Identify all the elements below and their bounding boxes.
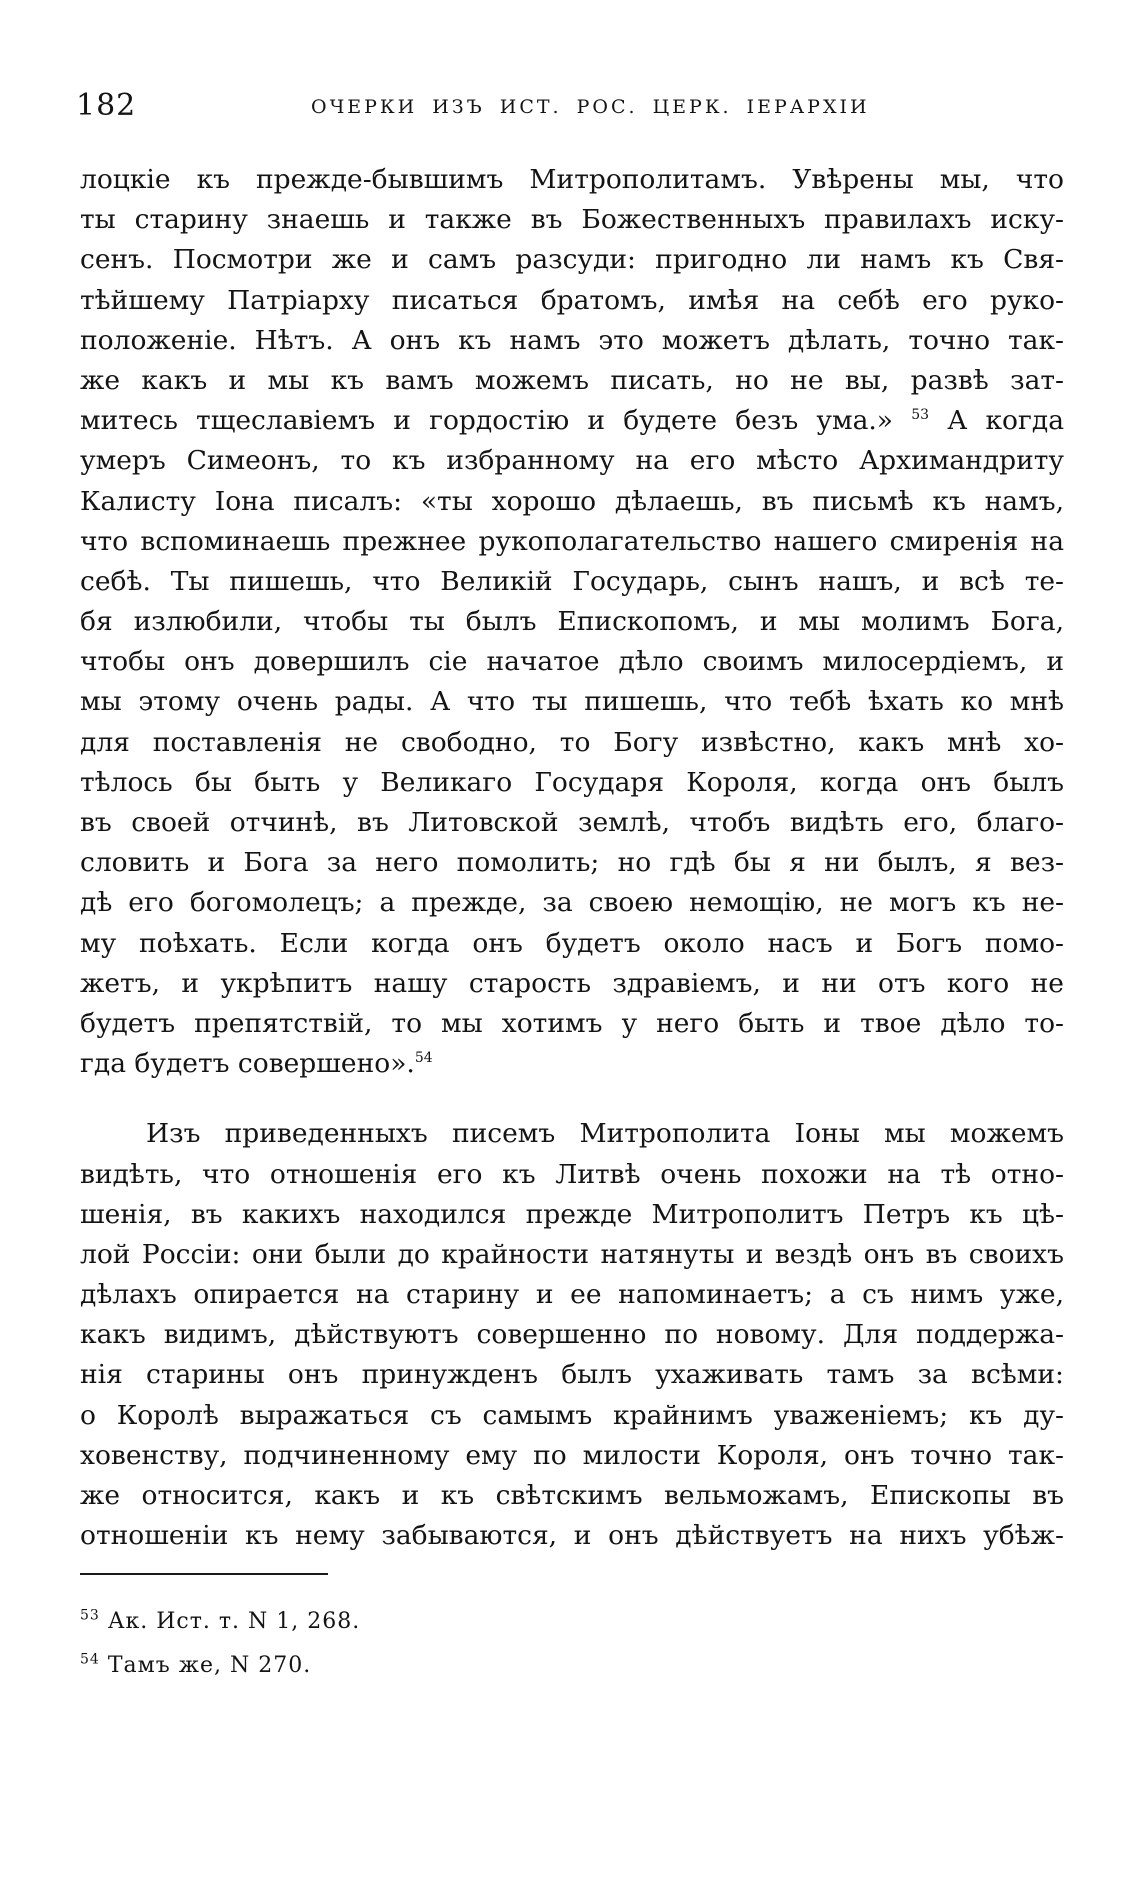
footnote-text: Ак. Ист. т. N 1, 268. — [107, 1609, 361, 1634]
text-line: мы этому очень рады. А что ты пишешь, что тебѣ ѣхать ко мнѣ — [80, 686, 1064, 718]
text-line: положенiе. Нѣтъ. А онъ къ намъ это можетъ дѣлать, точно так- — [80, 324, 1064, 356]
text-line: для поставленiя не свободно, то Богу извѣстно, какъ мнѣ хо- — [80, 726, 1064, 758]
paragraph-1 — [80, 160, 1064, 1084]
text-line — [80, 401, 1064, 441]
text-line: же относится, какъ и къ свѣтскимъ вельможамъ, Епископы въ — [80, 1480, 1064, 1511]
text-line: Калисту Iона писалъ: «ты хорошо дѣлаешь, въ письмѣ къ намъ, — [80, 485, 1064, 517]
footnote-number: 54 — [80, 1651, 100, 1668]
text-line: тѣйшему Патрiарху писаться братомъ, имѣя на себѣ его руко- — [80, 284, 1064, 316]
footnote-53 — [80, 1600, 780, 1644]
text-line-segment: А когда — [947, 405, 1064, 437]
page-header — [76, 88, 1076, 128]
text-line: въ своей отчинѣ, въ Литовской землѣ, чтобъ видѣть его, благо- — [80, 807, 1064, 838]
text-line: какъ видимъ, дѣйствуютъ совершенно по новому. Для поддержа- — [80, 1319, 1064, 1351]
footnote-text: Тамъ же, N 270. — [107, 1653, 312, 1678]
text-line: лой Россiи: они были до крайности натянуты и вездѣ онъ въ своихъ — [80, 1238, 1064, 1270]
text-line: тѣлось бы быть у Великаго Государя Короля, когда онъ былъ — [80, 766, 1064, 798]
text-line — [80, 1044, 1064, 1084]
footnote-separator — [80, 1573, 328, 1575]
text-line: видѣть, что отношенiя его къ Литвѣ очень похожи на тѣ отно- — [80, 1158, 1064, 1190]
text-line: шенiя, въ какихъ находился прежде Митрополитъ Петръ къ цѣ- — [80, 1198, 1064, 1230]
text-line: что вспоминаешь прежнее рукополагательство нашего смиренiя на — [80, 525, 1064, 557]
text-line: о Королѣ выражаться съ самымъ крайнимъ уваженiемъ; къ ду- — [80, 1399, 1064, 1431]
text-line: будетъ препятствiй, то мы хотимъ у него быть и твое дѣло то- — [80, 1007, 1064, 1039]
running-title: ОЧЕРКИ ИЗЪ ИСТ. РОС. ЦЕРК. IЕРАРХIИ — [311, 96, 870, 118]
text-line: Изъ приведенныхъ писемъ Митрополита Iоны мы можемъ — [146, 1118, 1064, 1150]
text-line: словить и Бога за него помолить; но гдѣ бы я ни былъ, я вез- — [80, 847, 1064, 879]
text-line: ховенству, подчиненному ему по милости Короля, онъ точно так- — [80, 1439, 1064, 1471]
text-line: чтобы онъ довершилъ сiе начатое дѣло своимъ милосердiемъ, и — [80, 646, 1064, 678]
paragraph-gap — [80, 1084, 1064, 1114]
text-line: себѣ. Ты пишешь, что Великiй Государь, сынъ нашъ, и всѣ те- — [80, 565, 1064, 597]
text-line-segment: гда будетъ совершено». — [80, 1048, 415, 1080]
body-text — [80, 160, 1064, 1556]
text-line: дѣлахъ опирается на старину и ее напоминаетъ; а съ нимъ уже, — [80, 1279, 1064, 1311]
text-line: лоцкiе къ прежде-бывшимъ Митрополитамъ. Увѣрены мы, что — [80, 164, 1064, 195]
text-line-segment: митесь тщеславiемъ и гордостiю и будете безъ ума.» — [80, 405, 894, 437]
text-line: му поѣхать. Если когда онъ будетъ около насъ и Богъ помо- — [80, 927, 1064, 959]
footnotes — [80, 1600, 780, 1688]
footnote-ref-53[interactable]: 53 — [911, 407, 930, 424]
footnote-ref-54[interactable]: 54 — [414, 1050, 433, 1067]
text-line: же какъ и мы къ вамъ можемъ писать, но не вы, развѣ зат- — [80, 364, 1064, 396]
text-line: ты старину знаешь и также въ Божественныхъ правилахъ иску- — [80, 204, 1064, 236]
text-line: сенъ. Посмотри же и самъ разсуди: пригодно ли намъ къ Свя- — [80, 244, 1064, 276]
text-line: жетъ, и укрѣпитъ нашу старость здравiемъ, и ни отъ кого не — [80, 967, 1064, 999]
paragraph-2 — [80, 1114, 1064, 1556]
text-line: умеръ Симеонъ, то къ избранному на его мѣсто Архимандриту — [80, 445, 1064, 477]
text-line: бя излюбили, чтобы ты былъ Епископомъ, и мы молимъ Бога, — [80, 606, 1064, 638]
footnote-54 — [80, 1644, 780, 1688]
footnote-number: 53 — [80, 1607, 100, 1624]
text-line: дѣ его богомолецъ; а прежде, за своею немощiю, не могъ къ не- — [80, 887, 1064, 919]
text-line: отношенiи къ нему забываются, и онъ дѣйствуетъ на нихъ убѣж- — [80, 1520, 1064, 1552]
text-line: нiя старины онъ принужденъ былъ ухаживать тамъ за всѣми: — [80, 1359, 1064, 1391]
page-number: 182 — [76, 88, 137, 123]
